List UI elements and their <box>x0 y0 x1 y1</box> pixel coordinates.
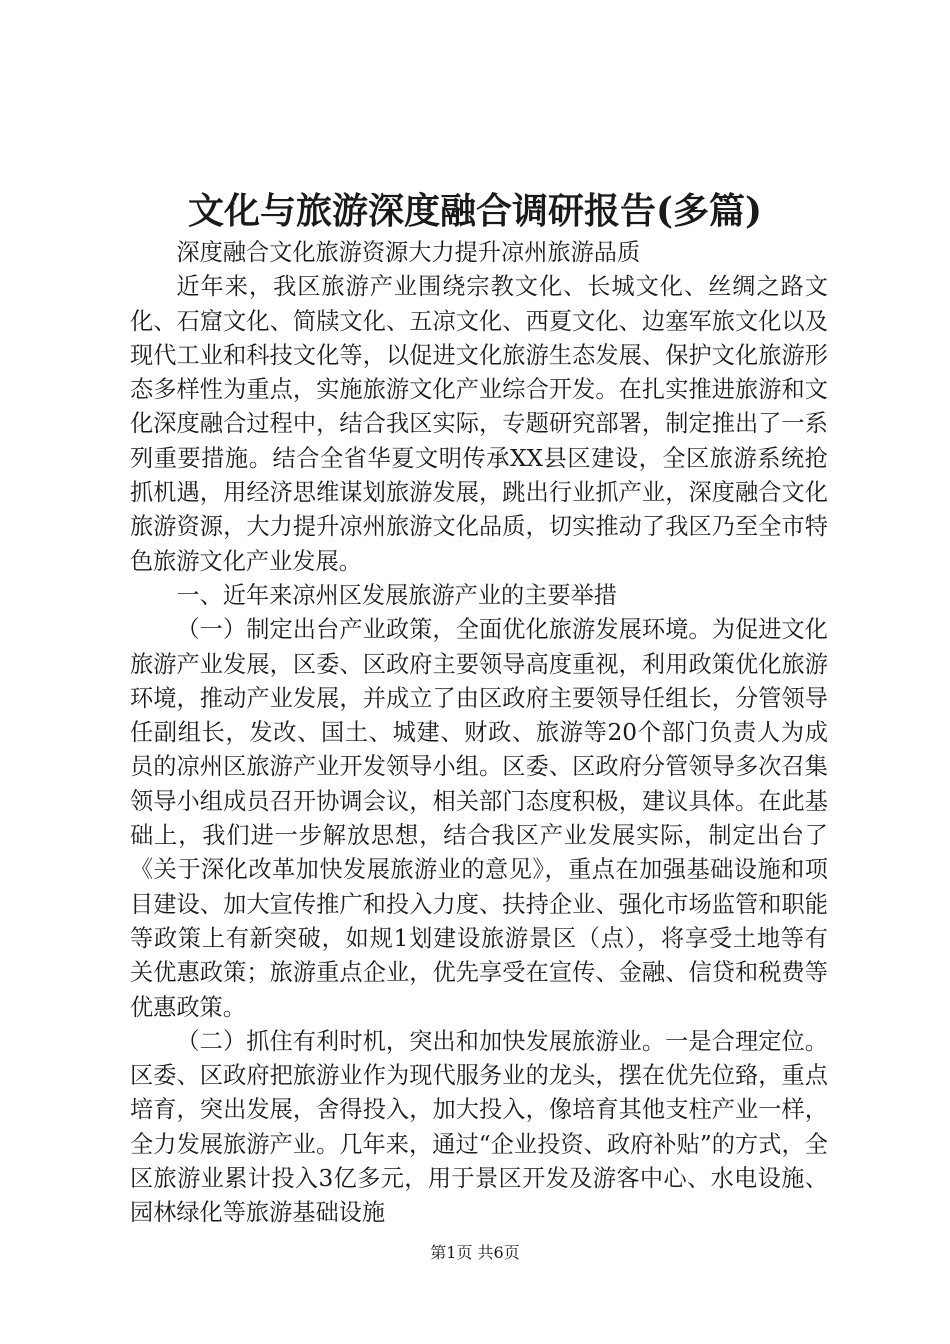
subtitle-paragraph: 深度融合文化旅游资源大力提升凉州旅游品质 <box>176 239 641 266</box>
section-heading: 一、近年来凉州区发展旅游产业的主要举措 <box>176 581 617 609</box>
page-footer: 第1页 共6页 <box>430 1243 520 1262</box>
section-2-paragraph: （二）抓住有利时机，突出和加快发展旅游业。一是合理定位。区委、区政府把旅游业作为现代服务业的龙头，摆在优先位臵，重点培育，突出发展，舍得投入，加大投入，像培育其他支柱产业一样，全力发展旅游产业。几年来，通过“企业投资、政府补贴”的方式，全区旅游业累计投入3亿多元，用于景区开发及游客中心、水电设施、园林绿化等旅游基础设施 <box>130 1027 828 1227</box>
document-title: 文化与旅游深度融合调研报告(多篇) <box>187 190 763 232</box>
intro-paragraph: 近年来，我区旅游产业围绕宗教文化、长城文化、丝绸之路文化、石窟文化、简牍文化、五凉文化、西夏文化、边塞军旅文化以及现代工业和科技文化等，以促进文化旅游生态发展、保护文化旅游形态多样性为重点，实施旅游文化产业综合开发。在扎实推进旅游和文化深度融合过程中，结合我区实际，专题研究部署，制定推出了一系列重要措施。结合全省华夏文明传承XX县区建设，全区旅游系统抢抓机遇，用经济思维谋划旅游发展，跳出行业抓产业，深度融合文化旅游资源，大力提升凉州旅游文化品质，切实推动了我区乃至全市特色旅游文化产业发展。 <box>130 273 828 575</box>
document-body <box>130 236 828 1231</box>
section-1-paragraph: （一）制定出台产业政策，全面优化旅游发展环境。为促进文化旅游产业发展，区委、区政府主要领导高度重视，利用政策优化旅游环境，推动产业发展，并成立了由区政府主要领导任组长，分管领导任副组长，发改、国土、城建、财政、旅游等20个部门负责人为成员的凉州区旅游产业开发领导小组。区委、区政府分管领导多次召集领导小组成员召开协调会议，相关部门态度积极，建议具体。在此基础上，我们进一步解放思想，结合我区产业发展实际，制定出台了《关于深化改革加快发展旅游业的意见》，重点在加强基础设施和项目建设、加大宣传推广和投入力度、扶持企业、强化市场监管和职能等政策上有新突破，如规1划建设旅游景区（点），将享受土地等有关优惠政策；旅游重点企业，优先享受在宣传、金融、信贷和税费等优惠政策。 <box>130 616 828 1021</box>
